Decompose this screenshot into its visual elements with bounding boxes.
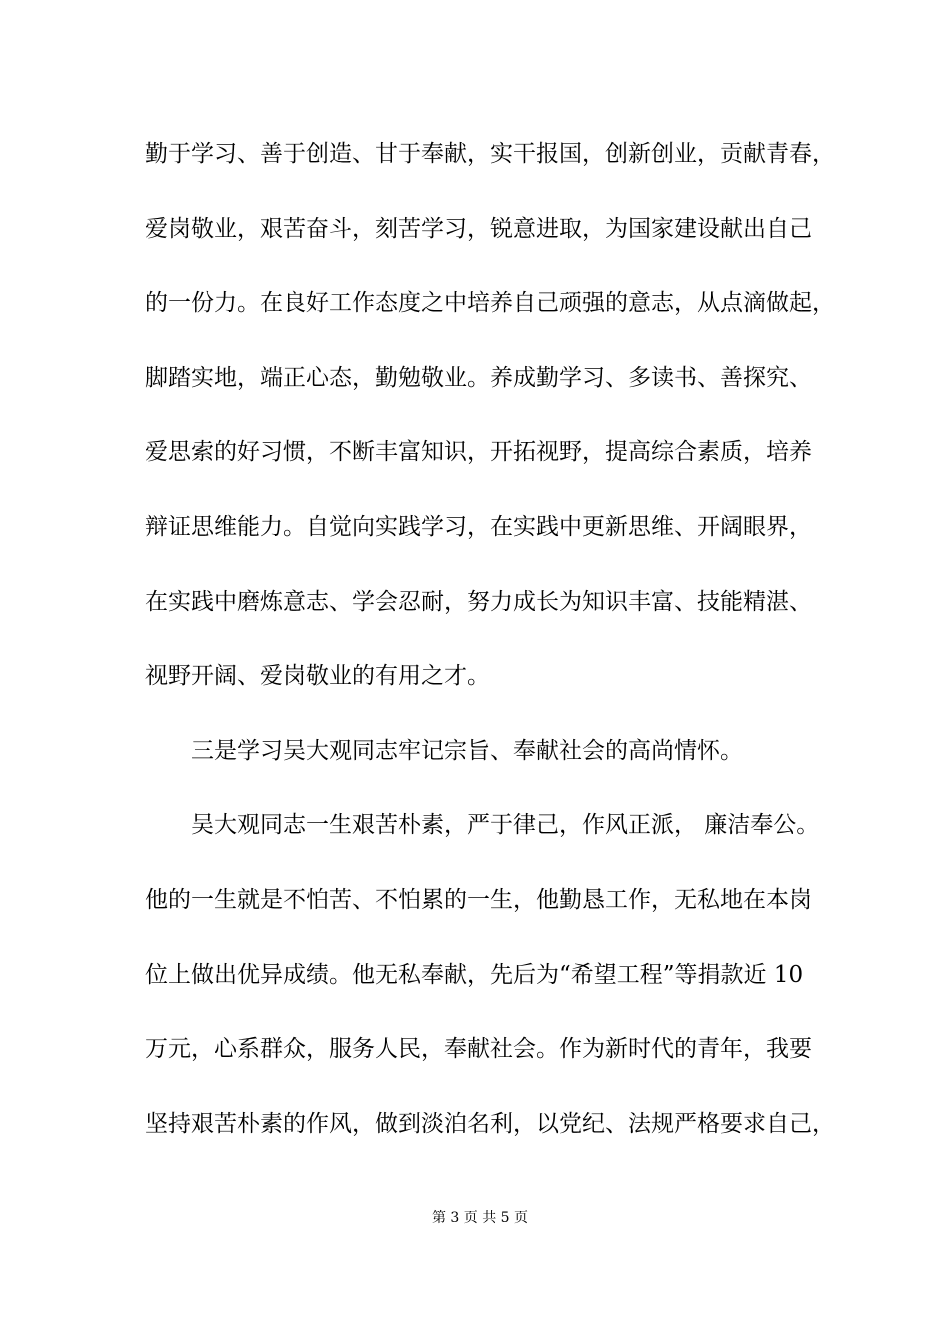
text-line: 视野开阔、爱岗敬业的有用之才。 <box>145 663 490 690</box>
text-line: 爱岗敬业，艰苦奋斗，刻苦学习，锐意进取，为国家建设献出自己 <box>145 215 812 242</box>
section-point: 三是学习吴大观同志牢记宗旨、奉献社会的高尚情怀。 <box>191 737 743 764</box>
text-line: 辩证思维能力。自觉向实践学习，在实践中更新思维、开阔眼界， <box>145 513 812 540</box>
text-line: 万元，心系群众，服务人民，奉献社会。作为新时代的青年，我要 <box>145 1036 812 1063</box>
text-line: 位上做出优异成绩。他无私奉献，先后为“希望工程”等捐款近 10 <box>145 961 804 988</box>
text-line: 勤于学习、善于创造、甘于奉献，实干报国，创新创业，贡献青春， <box>145 141 835 167</box>
text-line: 脚踏实地，端正心态，勤勉敬业。养成勤学习、多读书、善探究、 <box>145 364 812 391</box>
text-line: 在实践中磨炼意志、学会忍耐，努力成长为知识丰富、技能精湛、 <box>145 588 812 615</box>
text-line: 的一份力。在良好工作态度之中培养自己顽强的意志，从点滴做起， <box>145 290 835 317</box>
page-number-footer: 第 3 页 共 5 页 <box>431 1210 529 1226</box>
text-line: 他的一生就是不怕苦、不怕累的一生，他勤恳工作，无私地在本岗 <box>145 886 812 913</box>
text-line: 吴大观同志一生艰苦朴素，严于律己，作风正派， 廉洁奉公。 <box>191 812 820 839</box>
text-line: 爱思索的好习惯，不断丰富知识，开拓视野，提高综合素质，培养 <box>145 439 812 466</box>
text-line: 坚持艰苦朴素的作风，做到淡泊名利，以党纪、法规严格要求自己， <box>145 1110 835 1137</box>
body-text <box>145 134 835 1178</box>
